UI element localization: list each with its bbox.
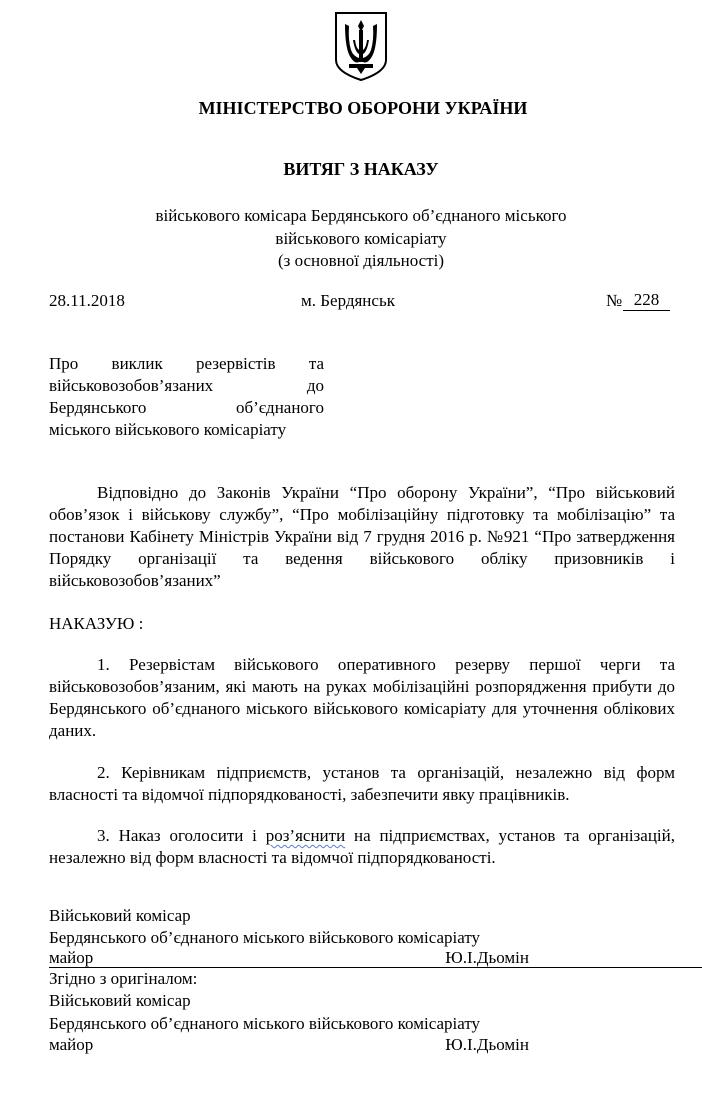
order-item-2 <box>49 762 675 806</box>
order-date: 28.11.2018 <box>49 291 125 310</box>
signature-rank-row <box>49 947 529 969</box>
subject-line-3: Бердянського об’єднаного <box>49 398 324 417</box>
order-item-2-text: 2. Керівникам підприємств, установ та організацій, незалежно від форм власності та відомчої підпорядкованості, забезпечити явку працівників. <box>49 763 675 804</box>
order-item-3-text-b: на підприємствах, установ та організацій, незалежно від форм власності та відомчої підпорядкованості. <box>49 826 675 867</box>
order-subject <box>49 353 324 441</box>
certification-unit: Бердянського об’єднаного міського військового комісаріату <box>49 1014 481 1033</box>
preamble-text: Відповідно до Законів України “Про оборону України”, “Про військовий обов’язок і військову службу”, “Про мобілізаційну підготовку та мобілізацію” та постанови Кабінету Міністрів України від 7 грудня 2016 р. №921 “Про затвердження Порядку організації та ведення військового обліку призовників і військовозобов’язаних” <box>49 483 675 590</box>
subject-line-2: військовозобов’язаних до <box>49 376 324 395</box>
order-word: НАКАЗУЮ : <box>49 614 144 633</box>
signature-rank: майор <box>49 948 94 967</box>
order-item-3-spellcheck-word: роз’яснити <box>265 826 346 845</box>
certification-rank-row <box>49 1034 529 1056</box>
order-item-3 <box>49 825 675 869</box>
subject-line-1: Про виклик резервістів та <box>49 354 324 373</box>
subject-line-4: міського військового комісаріату <box>49 420 287 439</box>
certification-label: Згідно з оригіналом: <box>49 969 198 988</box>
order-number: 228 <box>623 290 670 311</box>
signature-name: Ю.І.Дьомін <box>445 948 529 967</box>
issuer-line-3: (з основної діяльності) <box>277 251 445 270</box>
issuer-line-2: військового комісаріату <box>275 229 447 248</box>
issuer-line-1: військового комісара Бердянського об’єднаного міського <box>155 206 567 225</box>
order-place: м. Бердянськ <box>301 291 395 310</box>
order-meta-row <box>49 290 670 312</box>
order-item-3-text-a: 3. Наказ оголосити і <box>97 826 266 845</box>
certification-position: Військовий комісар <box>49 991 191 1010</box>
trident-coat-of-arms-icon <box>333 10 389 82</box>
ministry-title: МІНІСТЕРСТВО ОБОРОНИ УКРАЇНИ <box>198 98 528 118</box>
signature-unit: Бердянського об’єднаного міського військового комісаріату <box>49 928 481 947</box>
signature-position: Військовий комісар <box>49 906 191 925</box>
certification-name: Ю.І.Дьомін <box>445 1035 529 1054</box>
preamble-paragraph <box>49 482 675 592</box>
document-title: ВИТЯГ З НАКАЗУ <box>283 159 439 179</box>
order-item-1 <box>49 654 675 742</box>
order-item-1-text: 1. Резервістам військового оперативного резерву першої черги та військовозобов’язаним, які мають на руках мобілізаційні розпорядження прибути до Бердянського об’єднаного міського військового комісаріату для уточнення облікових даних. <box>49 655 675 740</box>
order-number-prefix: № <box>606 291 623 310</box>
certification-rank: майор <box>49 1035 94 1054</box>
